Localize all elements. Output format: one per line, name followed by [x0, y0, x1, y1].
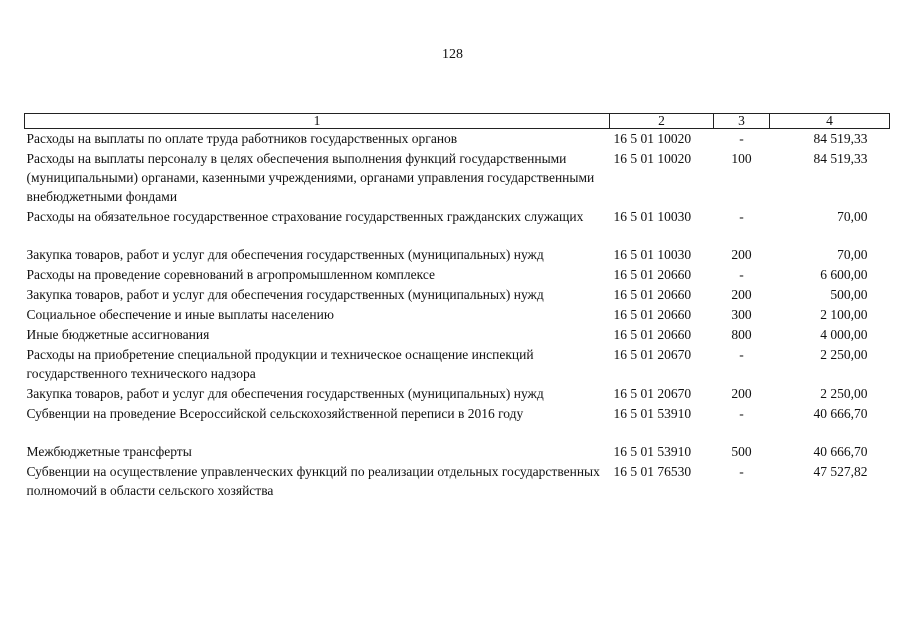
row-sum: 40 666,70	[813, 406, 868, 421]
row-name: Расходы на приобретение специальной продукции и техническое оснащение инспекций государственного технического надзора	[26, 347, 534, 381]
row-code: 16 5 01 76530	[613, 464, 692, 479]
table-row	[25, 245, 890, 265]
row-type: -	[739, 131, 744, 146]
table-row	[25, 129, 890, 150]
table-row	[25, 404, 890, 442]
row-code: 16 5 01 20670	[613, 347, 692, 362]
row-sum: 2 100,00	[820, 307, 868, 322]
row-name: Субвенции на осуществление управленческих функций по реализации отдельных государственных полномочий в области сельского хозяйства	[26, 464, 600, 498]
row-code: 16 5 01 20660	[613, 307, 692, 322]
row-sum: 2 250,00	[820, 386, 868, 401]
table-row	[25, 462, 890, 501]
row-type: -	[739, 267, 744, 282]
row-type: -	[739, 464, 744, 479]
row-code: 16 5 01 10020	[613, 151, 692, 166]
row-code: 16 5 01 53910	[613, 444, 692, 459]
row-code: 16 5 01 53910	[613, 406, 692, 421]
row-code: 16 5 01 20660	[613, 287, 692, 302]
table-row	[25, 285, 890, 305]
row-name: Межбюджетные трансферты	[26, 444, 192, 459]
header-col-1: 1	[25, 114, 610, 129]
row-sum: 2 250,00	[820, 347, 868, 362]
row-type: -	[739, 406, 744, 421]
row-name: Расходы на обязательное государственное страхование государственных гражданских служащих	[26, 209, 584, 224]
header-col-3: 3	[714, 114, 770, 129]
row-name: Закупка товаров, работ и услуг для обеспечения государственных (муниципальных) нужд	[26, 287, 544, 302]
row-code: 16 5 01 10030	[613, 247, 692, 262]
row-sum: 40 666,70	[813, 444, 868, 459]
row-type: 200	[731, 386, 752, 401]
row-name: Социальное обеспечение и иные выплаты населению	[26, 307, 334, 322]
row-code: 16 5 01 20660	[613, 327, 692, 342]
table-row	[25, 442, 890, 462]
row-code: 16 5 01 10030	[613, 209, 692, 224]
row-name: Закупка товаров, работ и услуг для обеспечения государственных (муниципальных) нужд	[26, 247, 544, 262]
page-number: 128	[442, 47, 463, 62]
table-row	[25, 345, 890, 384]
table-row	[25, 325, 890, 345]
row-type: 500	[731, 444, 752, 459]
row-name: Субвенции на проведение Всероссийской сельскохозяйственной переписи в 2016 году	[26, 406, 524, 421]
row-type: 100	[731, 151, 752, 166]
row-sum: 6 600,00	[820, 267, 868, 282]
row-sum: 47 527,82	[813, 464, 868, 479]
row-name: Расходы на выплаты по оплате труда работников государственных органов	[26, 131, 458, 146]
header-col-2: 2	[610, 114, 714, 129]
row-type: -	[739, 209, 744, 224]
row-name: Закупка товаров, работ и услуг для обеспечения государственных (муниципальных) нужд	[26, 386, 544, 401]
row-name: Расходы на выплаты персоналу в целях обеспечения выполнения функций государственными (муниципальными) органами, казенными учреждениями, органами управления государственными внебюджетными фондами	[26, 151, 595, 204]
header-col-4: 4	[770, 114, 890, 129]
row-type: -	[739, 347, 744, 362]
row-code: 16 5 01 10020	[613, 131, 692, 146]
row-sum: 84 519,33	[813, 151, 868, 166]
table-row	[25, 149, 890, 207]
row-sum: 84 519,33	[813, 131, 868, 146]
table-row	[25, 305, 890, 325]
row-type: 200	[731, 247, 752, 262]
table-row	[25, 207, 890, 245]
row-sum: 4 000,00	[820, 327, 868, 342]
row-sum: 70,00	[837, 247, 868, 262]
budget-table	[24, 113, 890, 501]
table-row	[25, 265, 890, 285]
row-code: 16 5 01 20660	[613, 267, 692, 282]
header-row	[25, 114, 890, 129]
row-type: 200	[731, 287, 752, 302]
row-sum: 500,00	[830, 287, 868, 302]
table-row	[25, 384, 890, 404]
row-name: Расходы на проведение соревнований в агропромышленном комплексе	[26, 267, 435, 282]
row-name: Иные бюджетные ассигнования	[26, 327, 210, 342]
row-sum: 70,00	[837, 209, 868, 224]
row-type: 800	[731, 327, 752, 342]
row-type: 300	[731, 307, 752, 322]
row-code: 16 5 01 20670	[613, 386, 692, 401]
